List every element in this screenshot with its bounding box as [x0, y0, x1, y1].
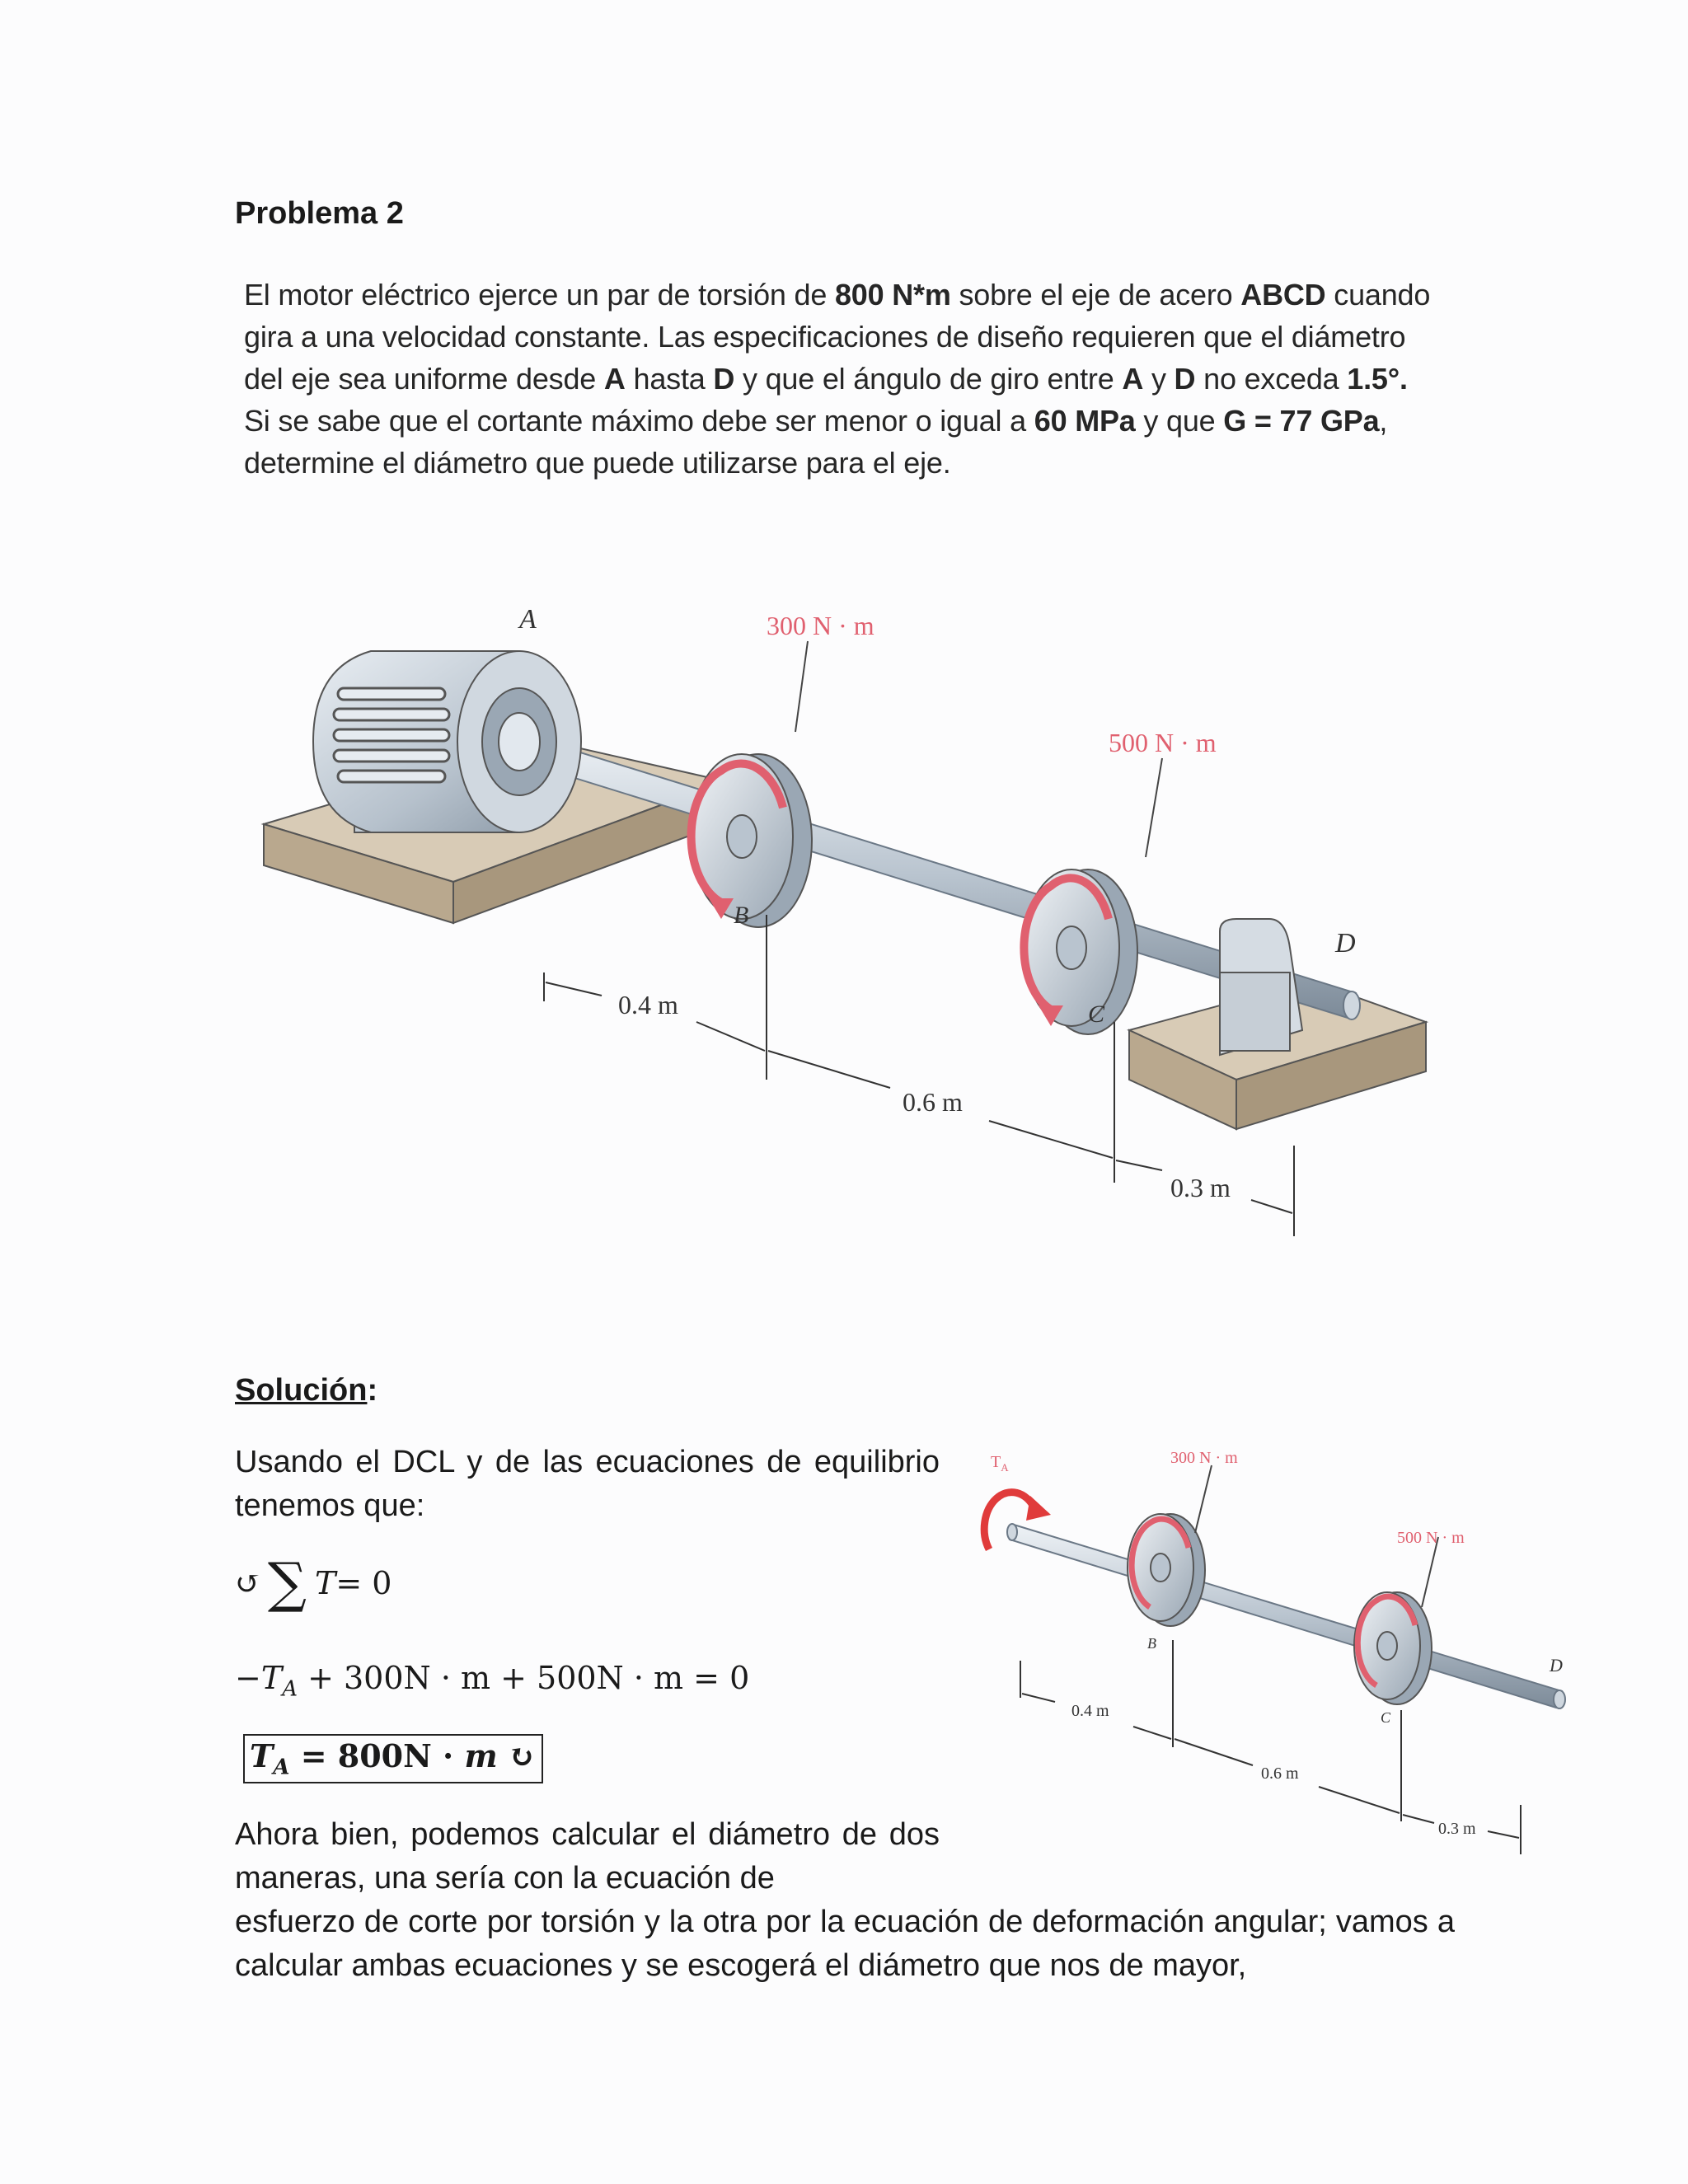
torque-c-label: 500 N · m — [1109, 728, 1217, 757]
torque-sum-equation: $-T_A + 300N \cdot m + 500N \cdot m = 0$ — [235, 1660, 750, 1702]
bearing-support — [1220, 919, 1302, 1055]
dim-cd: 0.3 m — [1170, 1173, 1231, 1202]
solution-title: Solución: — [235, 1373, 378, 1408]
dcl-torque-b-label: 300 N · m — [1170, 1449, 1238, 1467]
gear-b — [691, 754, 812, 927]
problem-title: Problema 2 — [235, 196, 404, 231]
equilibrium-equation: ↺ ∑ T = 0 — [235, 1551, 392, 1615]
gear-c — [1024, 869, 1137, 1034]
dcl-gear-c — [1354, 1592, 1432, 1704]
electric-motor — [313, 651, 581, 832]
solution-intro: Usando el DCL y de las ecuaciones de equilibrio tenemos que: — [235, 1445, 940, 1523]
problem-statement: El motor eléctrico ejerce un par de torsión de 800 N*m sobre el eje de acero ABCD cuando gira a una velocidad constante. Las especificaciones de diseño requieren que el diámetro del eje sea uniforme desde A hasta D y que el ángulo de giro entre A y D no exceda 1.5°. Si se sabe que el cortante máximo debe ser menor o igual a 60 MPa y que G = 77 GPa, determine el diámetro que puede utilizarse para el eje. — [244, 278, 1431, 480]
label-c: C — [1088, 1001, 1105, 1028]
dcl-shaft — [1007, 1524, 1565, 1708]
label-b: B — [734, 902, 749, 929]
dcl-torque-c-label: 500 N · m — [1397, 1529, 1465, 1547]
solution-paragraph-3: esfuerzo de corte por torsión y la otra por la ecuación de deformación angular; vamos a calcular ambas ecuaciones y se escogerá el diámetro que nos de mayor, — [235, 1905, 1455, 1983]
dcl-dim-ab: 0.4 m — [1071, 1702, 1109, 1720]
label-d: D — [1335, 928, 1356, 958]
solution-paragraph-2: Ahora bien, podemos calcular el diámetro de dos maneras, una sería con la ecuación de — [235, 1817, 940, 1896]
free-body-diagram — [973, 1442, 1582, 1871]
label-a: A — [519, 604, 537, 635]
torque-b-label: 300 N · m — [767, 611, 874, 640]
torque-b-leader — [795, 641, 808, 732]
dcl-dim-cd: 0.3 m — [1438, 1820, 1476, 1838]
ta-result-box: $T_A = 800N \cdot m$ ↻ — [243, 1734, 543, 1783]
torque-c-leader — [1146, 758, 1162, 857]
dim-ab: 0.4 m — [618, 990, 678, 1019]
dcl-label-b: B — [1147, 1635, 1156, 1652]
dcl-gear-b — [1128, 1514, 1205, 1626]
dim-bc: 0.6 m — [903, 1087, 963, 1117]
shaft-motor-figure — [247, 593, 1459, 1253]
dcl-label-ta: $T_A$ — [991, 1453, 1009, 1474]
dcl-label-c: C — [1381, 1709, 1391, 1726]
dcl-dim-bc: 0.6 m — [1261, 1765, 1299, 1783]
dcl-label-d: D — [1550, 1655, 1563, 1675]
